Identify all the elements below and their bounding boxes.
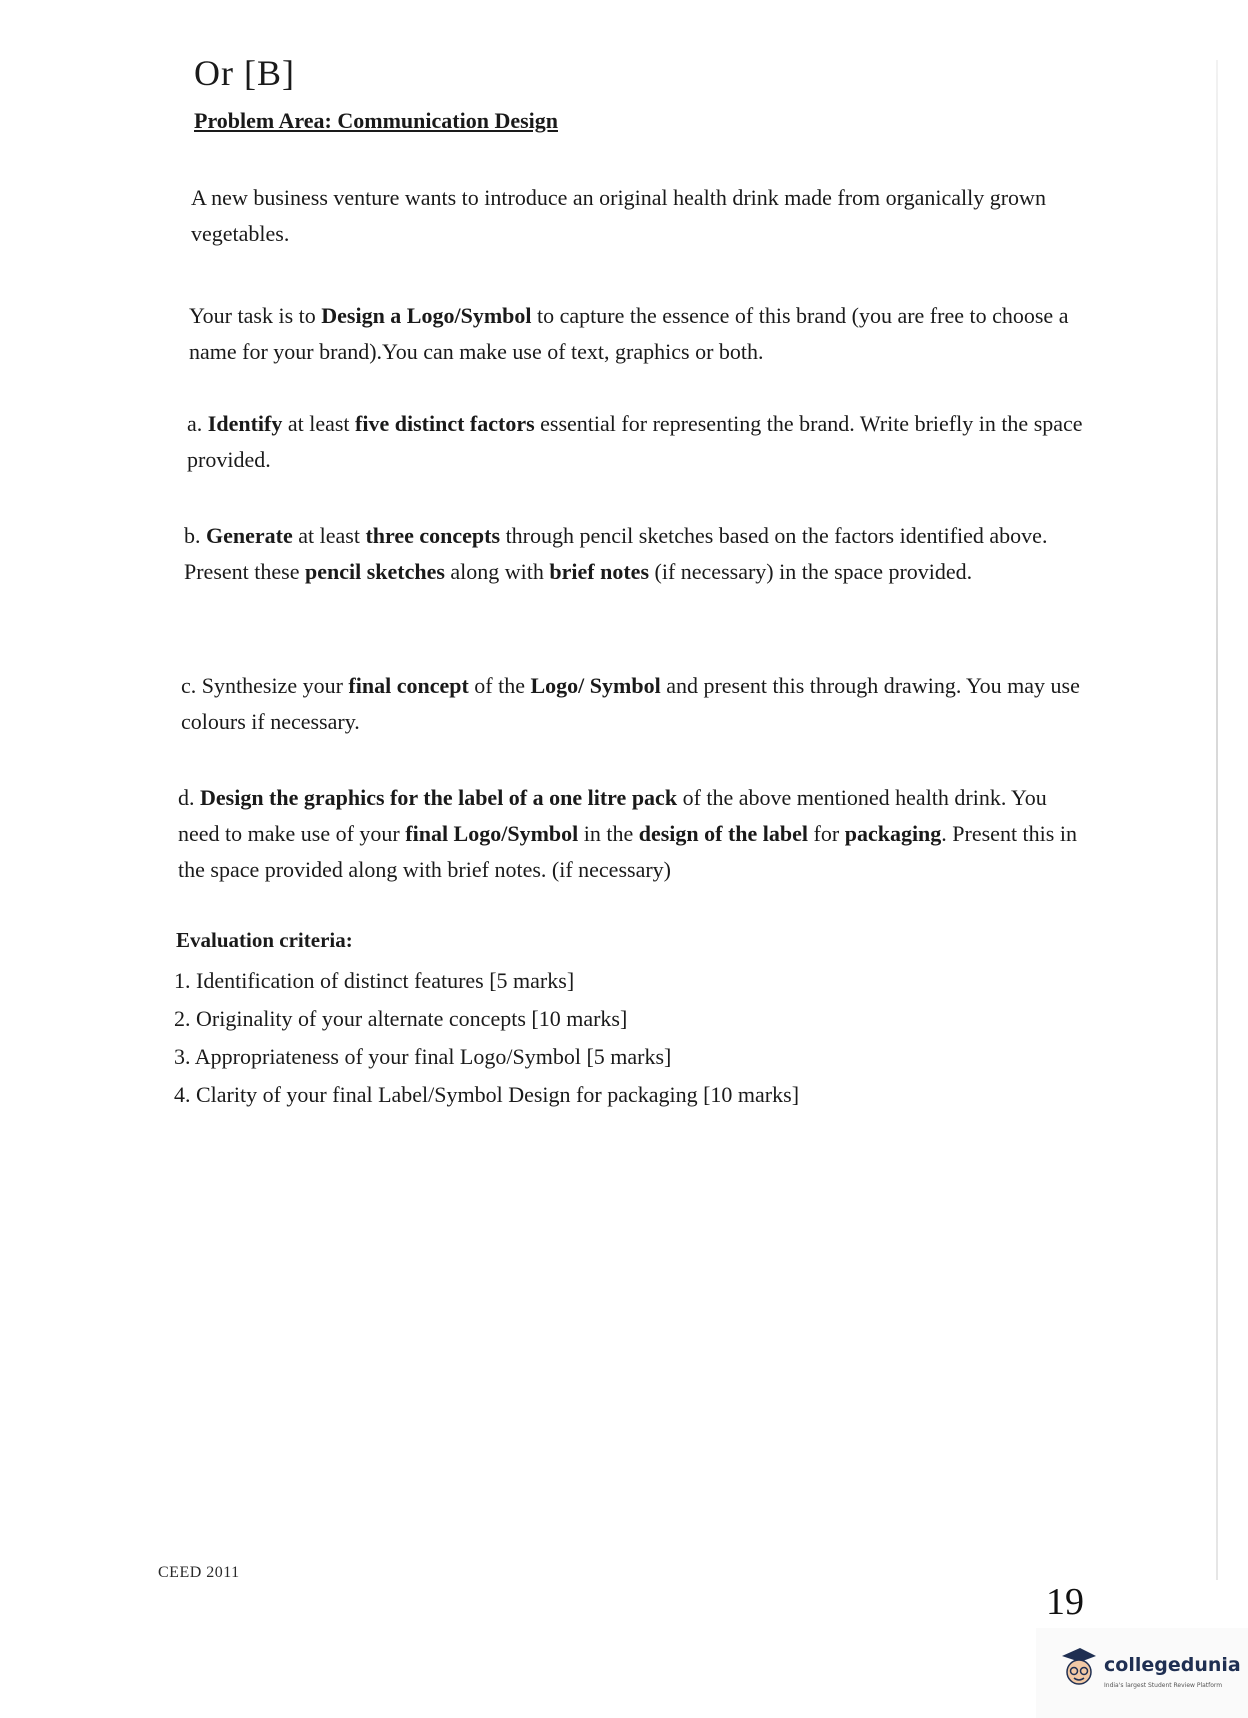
watermark-tagline: India's largest Student Review Platform — [1104, 1682, 1223, 1689]
collegedunia-watermark — [1036, 1628, 1248, 1718]
part-a-paragraph: a. Identify at least five distinct factors essential for representing the brand. Write briefly in the space provided. — [187, 411, 1083, 472]
evaluation-item: 1. Identification of distinct features [5 marks] — [174, 968, 575, 993]
page-number: 19 — [1046, 1581, 1084, 1623]
task-paragraph: Your task is to Design a Logo/Symbol to capture the essence of this brand (you are free to choose a name for your brand).You can make use of text, graphics or both. — [189, 303, 1069, 364]
evaluation-list — [174, 962, 799, 1114]
evaluation-item: 2. Originality of your alternate concepts [10 marks] — [174, 1006, 628, 1031]
evaluation-item: 3. Appropriateness of your final Logo/Symbol [5 marks] — [174, 1044, 672, 1069]
evaluation-item: 4. Clarity of your final Label/Symbol Design for packaging [10 marks] — [174, 1082, 800, 1107]
problem-area-title: Problem Area: Communication Design — [194, 108, 558, 133]
watermark-name: collegedunia — [1104, 1654, 1241, 1676]
intro-paragraph: A new business venture wants to introduce an original health drink made from organically grown vegetables. — [191, 185, 1046, 246]
part-b-paragraph: b. Generate at least three concepts through pencil sketches based on the factors identified above. Present these pencil sketches along with brief notes (if necessary) in the space provided. — [184, 523, 1048, 584]
mascot-icon — [1058, 1644, 1098, 1690]
part-d-paragraph: d. Design the graphics for the label of a one litre pack of the above mentioned health drink. You need to make use of your final Logo/Symbol in the design of the label for packaging. Present this in the space provided along with brief notes. (if necessary) — [178, 785, 1077, 882]
part-c-paragraph: c. Synthesize your final concept of the Logo/ Symbol and present this through drawing. You may use colours if necessary. — [181, 673, 1080, 734]
page-edge — [1216, 60, 1218, 1580]
exam-footer: CEED 2011 — [158, 1564, 240, 1581]
evaluation-title: Evaluation criteria: — [176, 928, 353, 952]
section-heading: Or [B] — [194, 53, 295, 93]
